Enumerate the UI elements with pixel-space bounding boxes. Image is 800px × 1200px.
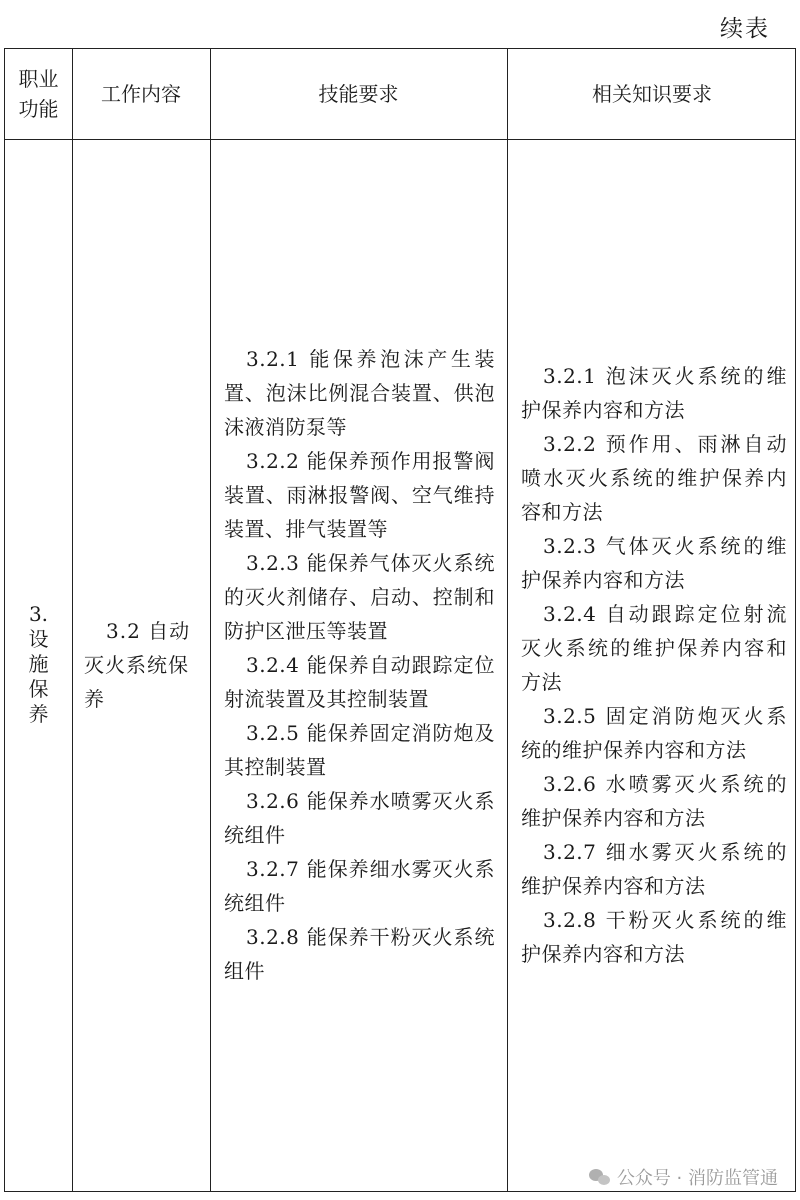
work-content-text: 3.2 自动灭火系统保养 bbox=[84, 618, 191, 711]
watermark-text: 公众号 · 消防监管通 bbox=[616, 1168, 778, 1189]
header-skill-requirements bbox=[210, 49, 507, 139]
header-work-content-text: 工作内容 bbox=[101, 82, 181, 106]
knowledge-item-3-2-1: 3.2.1 泡沫灭火系统的维护保养内容和方法 bbox=[521, 363, 787, 422]
continued-table-label: 续表 bbox=[720, 16, 770, 42]
function-char-3: 保 bbox=[28, 677, 49, 701]
knowledge-item-3-2-7: 3.2.7 细水雾灭火系统的维护保养内容和方法 bbox=[521, 839, 787, 898]
skill-item-3-2-1: 3.2.1 能保养泡沫产生装置、泡沫比例混合装置、供泡沫液消防泵等 bbox=[224, 346, 495, 439]
occupational-standard-table bbox=[4, 48, 796, 1192]
knowledge-item-3-2-6: 3.2.6 水喷雾灭火系统的维护保养内容和方法 bbox=[521, 771, 787, 830]
header-knowledge-requirements bbox=[507, 49, 797, 139]
wechat-icon bbox=[589, 1168, 611, 1186]
header-knowledge-requirements-text: 相关知识要求 bbox=[592, 82, 712, 106]
skill-item-3-2-8: 3.2.8 能保养干粉灭火系统组件 bbox=[224, 924, 495, 983]
occupational-function-cell bbox=[5, 139, 72, 1190]
header-work-content bbox=[72, 49, 210, 139]
knowledge-item-3-2-4: 3.2.4 自动跟踪定位射流灭火系统的维护保养内容和方法 bbox=[521, 601, 787, 694]
skill-item-3-2-6: 3.2.6 能保养水喷雾灭火系统组件 bbox=[224, 788, 495, 847]
occupational-function-vertical bbox=[28, 602, 50, 727]
skill-item-3-2-4: 3.2.4 能保养自动跟踪定位射流装置及其控制装置 bbox=[224, 652, 495, 711]
skill-item-3-2-5: 3.2.5 能保养固定消防炮及其控制装置 bbox=[224, 720, 495, 779]
skill-item-3-2-3: 3.2.3 能保养气体灭火系统的灭火剂储存、启动、控制和防护区泄压等装置 bbox=[224, 550, 495, 643]
skill-requirements-cell bbox=[210, 139, 507, 1190]
knowledge-item-3-2-8: 3.2.8 干粉灭火系统的维护保养内容和方法 bbox=[521, 907, 787, 966]
knowledge-item-3-2-2: 3.2.2 预作用、雨淋自动喷水灭火系统的维护保养内容和方法 bbox=[521, 431, 787, 524]
work-content-cell bbox=[72, 139, 210, 1190]
skill-item-3-2-2: 3.2.2 能保养预作用报警阀装置、雨淋报警阀、空气维持装置、排气装置等 bbox=[224, 448, 495, 541]
function-number: 3. bbox=[28, 602, 49, 626]
skill-item-3-2-7: 3.2.7 能保养细水雾灭火系统组件 bbox=[224, 856, 495, 915]
knowledge-item-3-2-5: 3.2.5 固定消防炮灭火系统的维护保养内容和方法 bbox=[521, 703, 787, 762]
knowledge-item-3-2-3: 3.2.3 气体灭火系统的维护保养内容和方法 bbox=[521, 533, 787, 592]
header-occupational-function-text: 职业功能 bbox=[18, 67, 59, 121]
knowledge-requirements-cell bbox=[507, 139, 797, 1190]
function-char-2: 施 bbox=[28, 652, 49, 676]
function-char-1: 设 bbox=[28, 627, 49, 651]
watermark bbox=[589, 1164, 778, 1190]
function-char-4: 养 bbox=[28, 702, 49, 726]
header-skill-requirements-text: 技能要求 bbox=[318, 82, 399, 106]
header-occupational-function bbox=[5, 49, 72, 139]
